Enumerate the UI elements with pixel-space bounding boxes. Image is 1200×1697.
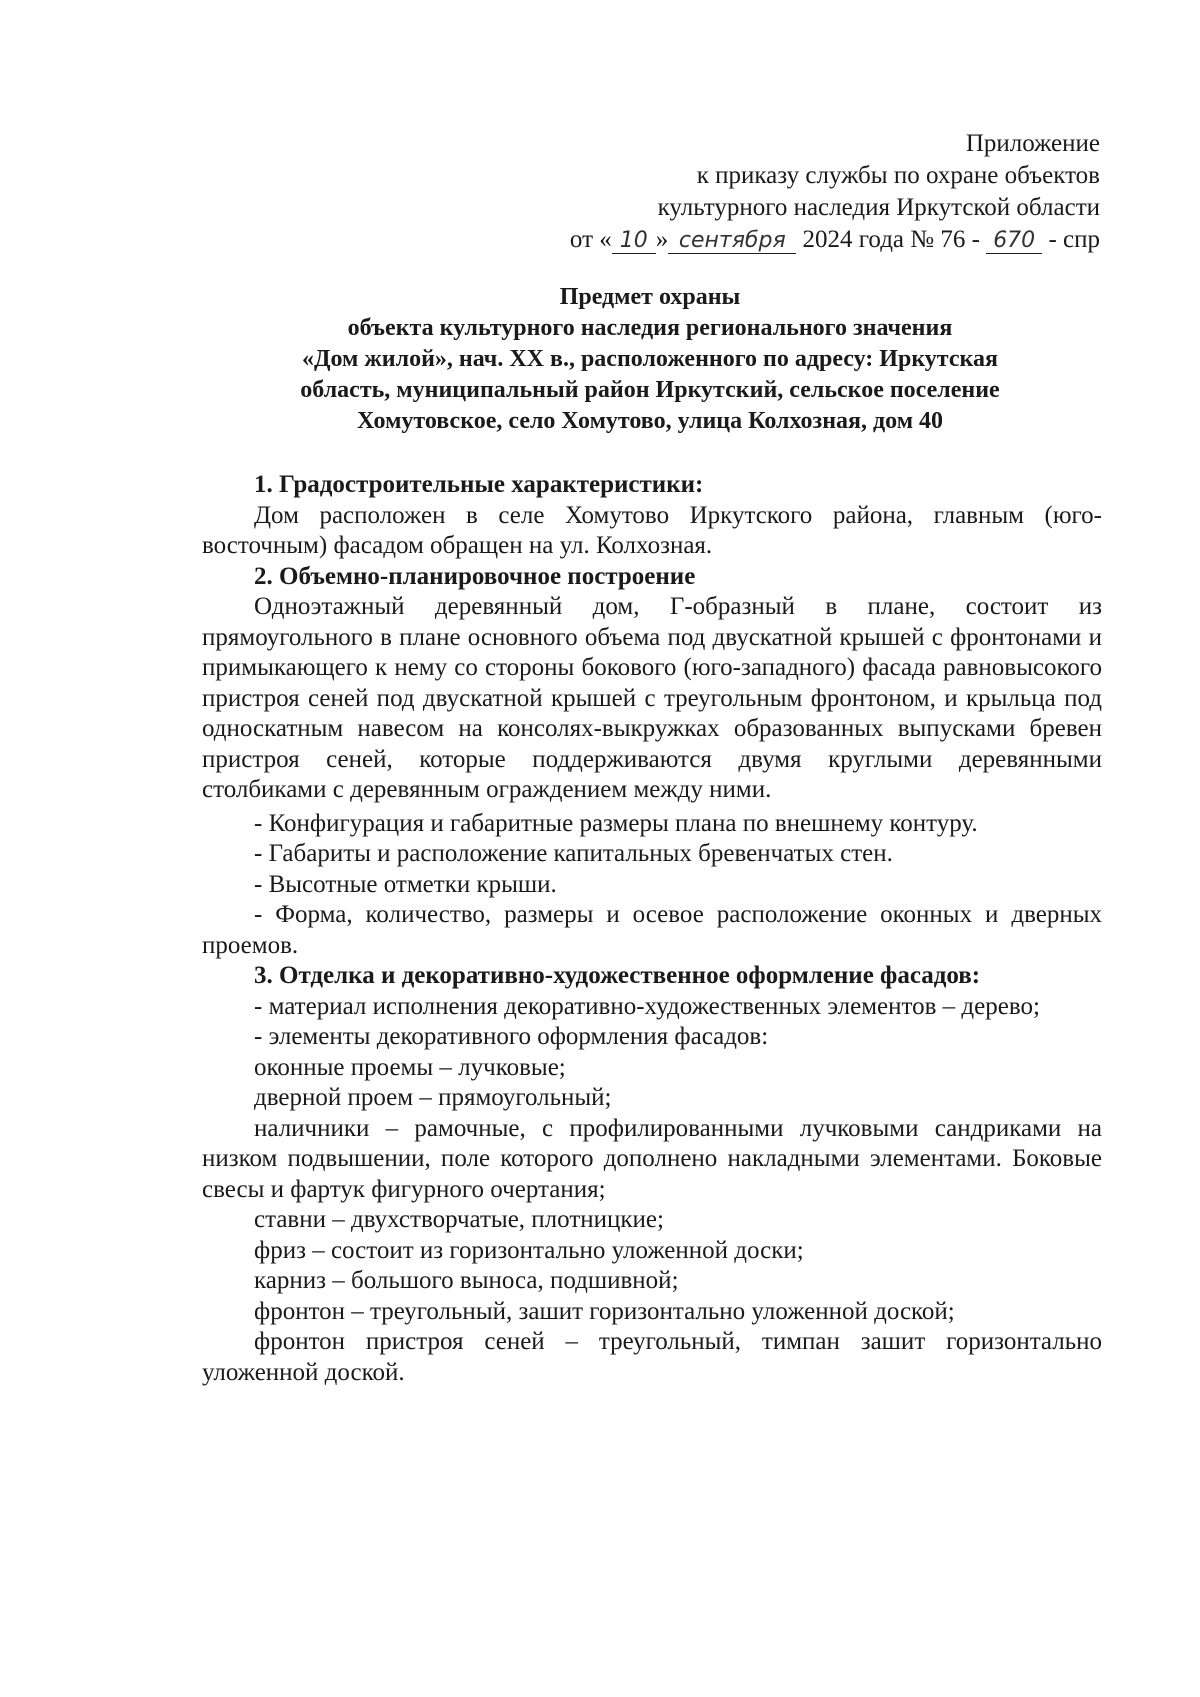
section-3-heading: 3. Отделка и декоративно-художественное оформление фасадов: <box>254 962 981 989</box>
section-2-text: Одноэтажный деревянный дом, Г-образный в плане, состоит из прямоугольного в плане основного объема под двускатной крышей с фронтонами и примыкающего к нему со стороны бокового (юго-западного) фасада равновысокого пристроя сеней под двускатной крышей с треугольным фронтоном, и крыльца под односкатным навесом на консолях-выкружках образованных выпусками бревен пристроя сеней, которые поддерживаются двумя круглыми деревянными столбиками с деревянным ограждением между ними. <box>202 593 1102 803</box>
section-3-item-5: наличники – рамочные, с профилированными лучковыми сандриками на низком подвышении, поле которого дополнено накладными элементами. Боковые свесы и фартук фигурного очертания; <box>202 1114 1102 1203</box>
appendix-block <box>400 128 1100 256</box>
appendix-title: Приложение <box>965 130 1100 157</box>
handwritten-day: 10 <box>612 229 656 254</box>
handwritten-month: сентября <box>668 229 796 254</box>
appendix-date-line <box>400 224 1100 256</box>
section-1-heading: 1. Градостроительные характеристики: <box>254 471 704 498</box>
section-2-item-1: - Конфигурация и габаритные размеры плана по внешнему контуру. <box>254 809 978 837</box>
section-3-item-6: ставни – двухстворчатые, плотницкие; <box>254 1206 664 1233</box>
section-2-heading: 2. Объемно-планировочное построение <box>254 562 696 590</box>
section-3-item-7: фриз – состоит из горизонтально уложенной доски; <box>254 1236 804 1264</box>
title-line-1: Предмет охраны <box>559 284 741 310</box>
section-2-item-2: - Габариты и расположение капитальных бревенчатых стен. <box>254 840 893 867</box>
title-line-4: область, муниципальный район Иркутский, сельское поселение <box>300 377 1000 403</box>
title-line-3: «Дом жилой», нач. XX в., расположенного по адресу: Иркутская <box>302 346 998 372</box>
title-line-5: Хомутовское, село Хомутово, улица Колхозная, дом 40 <box>356 408 944 434</box>
document-body <box>202 470 1102 1388</box>
appendix-authority: культурного наследия Иркутской области <box>657 194 1100 221</box>
section-3-item-9: фронтон – треугольный, зашит горизонтально уложенной доской; <box>254 1297 955 1325</box>
title-line-2: объекта культурного наследия регионального значения <box>347 315 953 341</box>
date-mid: » <box>655 226 669 253</box>
section-2-item-3: - Высотные отметки крыши. <box>254 870 557 898</box>
section-3-item-1: - материал исполнения декоративно-художественных элементов – дерево; <box>254 992 1040 1020</box>
section-3-item-10: фронтон пристроя сеней – треугольный, тимпан зашит горизонтально уложенной доской. <box>202 1328 1102 1386</box>
appendix-order-ref: к приказу службы по охране объектов <box>696 162 1100 189</box>
date-prefix: от « <box>569 226 612 253</box>
section-1-text: Дом расположен в селе Хомутово Иркутского района, главным (юго-восточным) фасадом обращен на ул. Колхозная. <box>202 501 1102 559</box>
handwritten-order-number: 670 <box>986 229 1042 254</box>
section-2-item-4: - Форма, количество, размеры и осевое расположение оконных и дверных проемов. <box>202 901 1102 959</box>
document-title <box>195 282 1105 437</box>
section-3-item-2: - элементы декоративного оформления фасадов: <box>254 1023 769 1050</box>
section-3-item-8: карниз – большого выноса, подшивной; <box>254 1267 679 1294</box>
order-suffix: - спр <box>1048 226 1100 253</box>
date-suffix: 2024 года № 76 - <box>802 226 980 253</box>
section-3-item-4: дверной проем – прямоугольный; <box>254 1084 612 1111</box>
section-3-item-3: оконные проемы – лучковые; <box>254 1053 566 1081</box>
